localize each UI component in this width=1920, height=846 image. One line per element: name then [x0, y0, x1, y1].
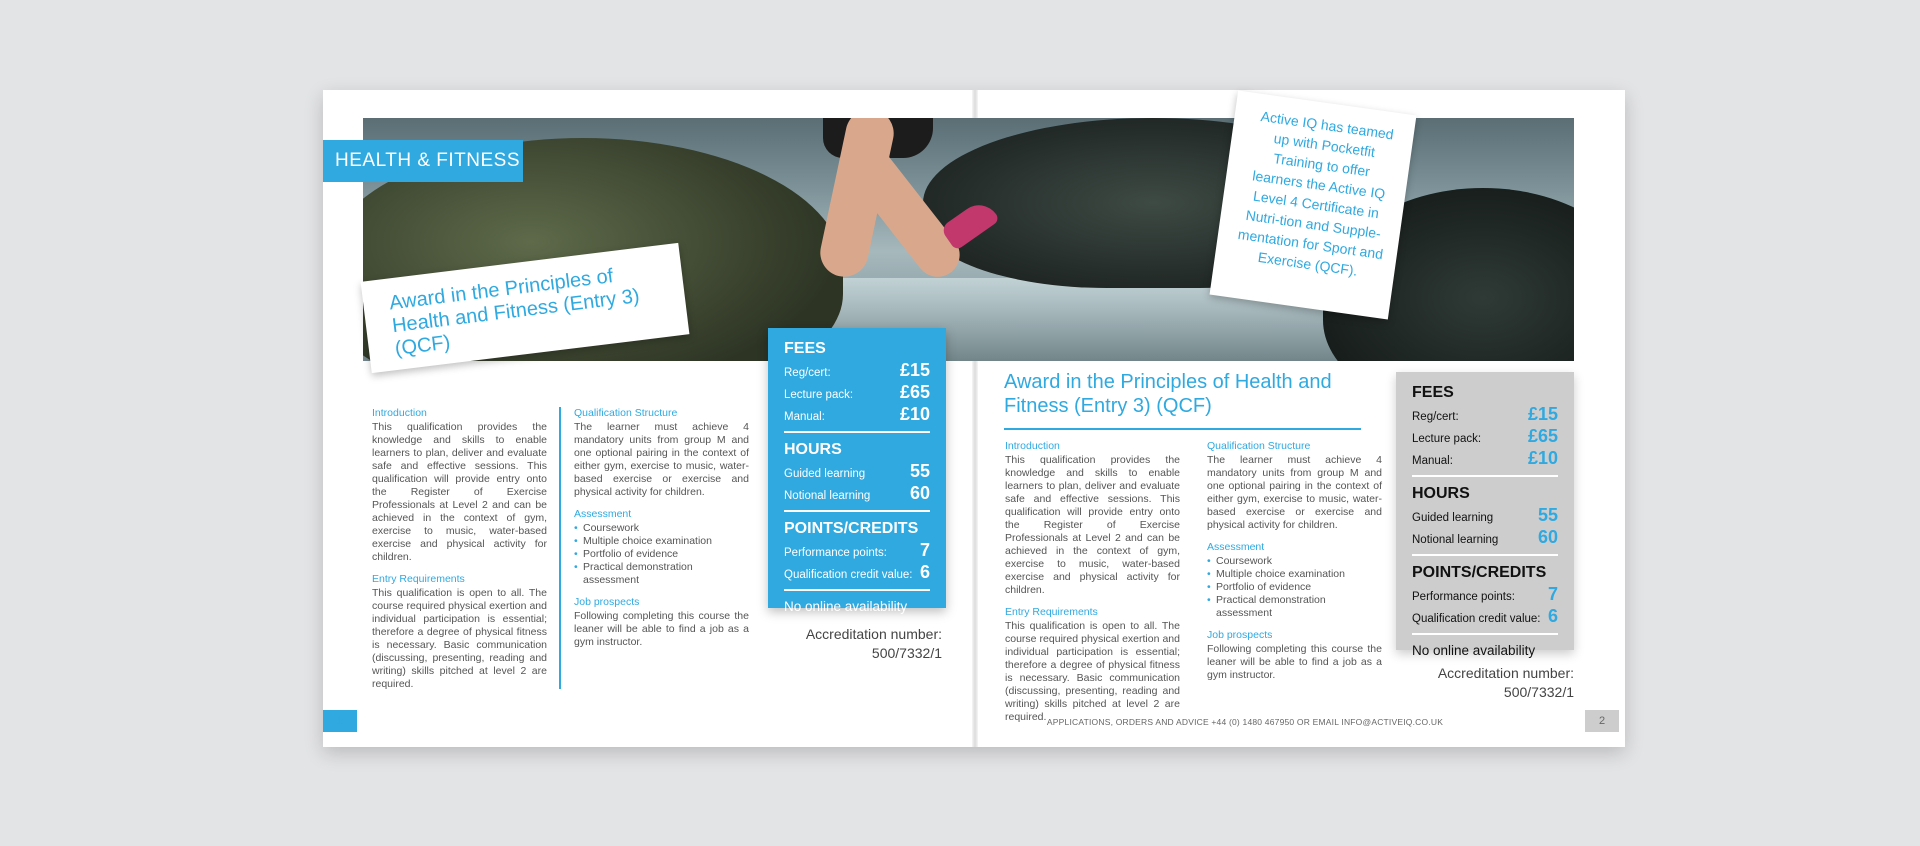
points-value: 6 [1547, 606, 1558, 626]
intro-heading: Introduction [1005, 440, 1060, 452]
job-text: Following completing this course the leaner will be able to find a job as a gym instructor. [574, 610, 749, 648]
job-text: Following completing this course the leaner will be able to find a job as a gym instructor. [1207, 643, 1382, 681]
right-page-number: 2 [1585, 710, 1619, 732]
hours-row [1412, 528, 1558, 550]
points-row [1412, 585, 1558, 607]
hours-label: Notional learning [784, 490, 871, 502]
fee-label: Manual: [1412, 455, 1453, 467]
fee-value: £10 [899, 404, 930, 424]
intro-text: This qualification provides the knowledge and skills to enable learners to plan, deliver and evaluate safe and effective sessions. This qualification will provide entry onto the Register of Exercise Professionals at Level 2 and can be achieved in the context of gym, exercise to music, water-based exercise and physical activity for children. [372, 421, 547, 563]
divider [784, 510, 930, 512]
points-heading: POINTS/CREDITS [784, 520, 919, 537]
right-page-title: Award in the Principles of Health and Fitness (Entry 3) (QCF) [1004, 371, 1332, 417]
accreditation-value: 500/7332/1 [871, 645, 942, 661]
points-label: Performance points: [784, 547, 887, 559]
list-item: • Practical demonstration assessment [574, 561, 749, 587]
divider [784, 431, 930, 433]
fee-row [784, 405, 930, 427]
structure-heading: Qualification Structure [574, 407, 678, 419]
hours-heading: HOURS [1412, 485, 1470, 502]
entry-text: This qualification is open to all. The course required physical exertion and individual participation is essential; therefore a degree of physical fitness is necessary. Basic communication (discussing, presenting, reading and writing) skills pitched at level 2 are required. [1005, 620, 1180, 723]
hours-label: Guided learning [1412, 512, 1494, 524]
hours-heading: HOURS [784, 441, 842, 458]
points-value: 7 [919, 540, 930, 560]
accreditation-value: 500/7332/1 [1503, 684, 1574, 700]
left-accreditation [760, 625, 942, 663]
availability-text: No online availability [784, 599, 908, 614]
fee-label: Lecture pack: [784, 389, 854, 401]
points-label: Performance points: [1412, 591, 1515, 603]
fee-value: £65 [899, 382, 930, 402]
fee-value: £15 [899, 360, 930, 380]
note-card [1210, 90, 1417, 319]
job-heading: Job prospects [1207, 629, 1273, 641]
divider [1412, 475, 1558, 477]
fees-heading: FEES [1412, 384, 1454, 401]
left-column-2 [574, 407, 749, 658]
entry-heading: Entry Requirements [372, 573, 465, 585]
right-column-1 [1005, 440, 1180, 733]
section-tab: HEALTH & FITNESS [323, 140, 523, 182]
fee-row [1412, 427, 1558, 449]
points-heading: POINTS/CREDITS [1412, 564, 1547, 581]
list-item: • Practical demonstration assessment [1207, 594, 1382, 620]
job-heading: Job prospects [574, 596, 640, 608]
fee-value: £65 [1527, 426, 1558, 446]
right-column-2 [1207, 440, 1382, 691]
intro-heading: Introduction [372, 407, 427, 419]
fees-box-blue [768, 328, 946, 614]
right-accreditation [1392, 664, 1574, 702]
points-row [784, 541, 930, 563]
assessment-list [1207, 555, 1382, 620]
assessment-list [574, 522, 749, 587]
fee-label: Lecture pack: [1412, 433, 1482, 445]
entry-text: This qualification is open to all. The course required physical exertion and individual participation is essential; therefore a degree of physical fitness is necessary. Basic communication (discussing, presenting, reading and writing) skills pitched at level 2 are required. [372, 587, 547, 690]
hours-row [1412, 506, 1558, 528]
contact-footer: APPLICATIONS, ORDERS AND ADVICE +44 (0) 1480 467950 OR EMAIL INFO@ACTIVEIQ.CO.UK [1046, 717, 1444, 727]
hours-row [784, 484, 930, 506]
hours-value: 55 [1537, 505, 1558, 525]
fee-row [784, 383, 930, 405]
fee-row [784, 361, 930, 383]
fee-label: Reg/cert: [1412, 411, 1459, 423]
structure-text: The learner must achieve 4 mandatory units from group M and one optional pairing in the context of either gym, exercise to music, water-based exercise or exercise and physical activity for children. [1207, 454, 1382, 531]
list-item: • Coursework [1207, 555, 1382, 568]
divider [1412, 633, 1558, 635]
left-page-title: Award in the Principles of Health and Fitness (Entry 3) (QCF) [388, 265, 641, 361]
list-item: • Portfolio of evidence [574, 548, 749, 561]
hours-row [784, 462, 930, 484]
hours-value: 60 [1537, 527, 1558, 547]
points-row [1412, 607, 1558, 629]
divider [1412, 554, 1558, 556]
fee-row [1412, 449, 1558, 471]
list-item: • Multiple choice examination [1207, 568, 1382, 581]
hours-value: 60 [909, 483, 930, 503]
assessment-heading: Assessment [1207, 541, 1265, 553]
points-row [784, 563, 930, 585]
structure-heading: Qualification Structure [1207, 440, 1311, 452]
hours-label: Notional learning [1412, 534, 1499, 546]
accreditation-label: Accreditation number: [805, 626, 942, 642]
fee-label: Reg/cert: [784, 367, 831, 379]
left-page-number: 1 [323, 710, 357, 732]
points-value: 7 [1547, 584, 1558, 604]
note-text: Active IQ has teamed up with Pocketfit Training to offer learners the Active IQ Level 4 Certificate in Nutri-tion and Supple-mentation for Sport and Exercise (QCF). [1236, 107, 1395, 279]
availability-text: No online availability [1412, 643, 1536, 658]
points-value: 6 [919, 562, 930, 582]
assessment-heading: Assessment [574, 508, 632, 520]
list-item: • Coursework [574, 522, 749, 535]
entry-heading: Entry Requirements [1005, 606, 1098, 618]
fees-heading: FEES [784, 340, 826, 357]
list-item: • Multiple choice examination [574, 535, 749, 548]
title-underline [1004, 428, 1361, 430]
list-item: • Portfolio of evidence [1207, 581, 1382, 594]
fee-value: £10 [1527, 448, 1558, 468]
fees-box-grey [1396, 372, 1574, 658]
fee-row [1412, 405, 1558, 427]
points-label: Qualification credit value: [1412, 613, 1541, 625]
fee-value: £15 [1527, 404, 1558, 424]
accreditation-label: Accreditation number: [1437, 665, 1574, 681]
left-column-1 [372, 407, 547, 700]
intro-text: This qualification provides the knowledge and skills to enable learners to plan, deliver and evaluate safe and effective sessions. This qualification will provide entry onto the Register of Exercise Professionals at Level 2 and can be achieved in the context of gym, exercise to music, water-based exercise and physical activity for children. [1005, 454, 1180, 596]
column-divider [559, 407, 561, 689]
divider [784, 589, 930, 591]
hours-label: Guided learning [784, 468, 866, 480]
points-label: Qualification credit value: [784, 569, 913, 581]
hours-value: 55 [909, 461, 930, 481]
structure-text: The learner must achieve 4 mandatory units from group M and one optional pairing in the context of either gym, exercise to music, water-based exercise or exercise and physical activity for children. [574, 421, 749, 498]
fee-label: Manual: [784, 411, 825, 423]
